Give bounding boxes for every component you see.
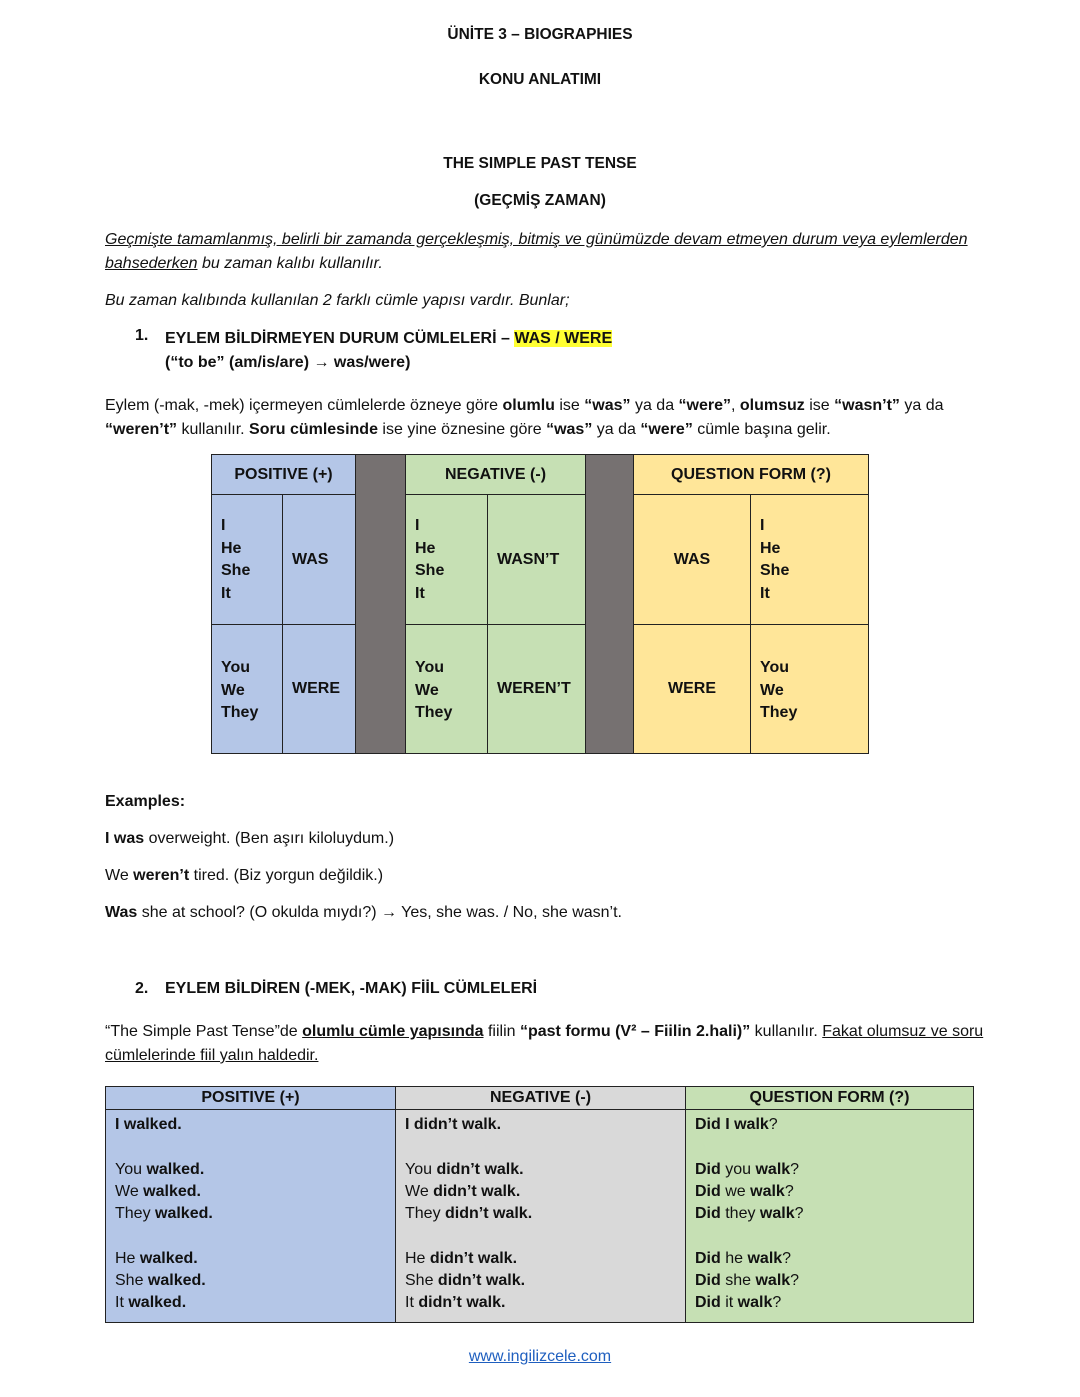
qmark: ?: [772, 1294, 782, 1312]
qmark: ?: [794, 1205, 804, 1223]
pronoun: It: [760, 584, 770, 602]
qmark: ?: [790, 1160, 800, 1178]
verb: walk: [737, 1294, 773, 1312]
subject: It: [115, 1294, 129, 1312]
subject: we: [720, 1182, 751, 1200]
examples-label: Examples:: [105, 793, 186, 810]
verb: didn’t walk.: [418, 1294, 506, 1312]
werent-cell: WEREN’T: [487, 624, 586, 754]
intro-underlined-text: Geçmişte tamamlanmış, belirli bir zamanda gerçekleşmiş, bitmiş ve günümüzde devam etmeyen durum veya eylemlerden bahsederken: [105, 231, 968, 272]
pronoun: He: [760, 539, 781, 557]
desc-text: kullanılır.: [750, 1023, 823, 1040]
were-question-cell: WERE: [633, 624, 751, 754]
intro-structures-text: Bu zaman kalıbında kullanılan 2 farklı cümle yapısı vardır. Bunlar;: [105, 292, 570, 309]
subject: You: [405, 1160, 437, 1178]
pronoun: I: [221, 517, 226, 534]
table-row: [405, 1270, 685, 1292]
verb: walk: [747, 1249, 783, 1267]
pronoun: You: [221, 659, 251, 676]
section1-title: EYLEM BİLDİRMEYEN DURUM CÜMLELERİ –: [165, 330, 515, 347]
desc-underlined: Fakat olumsuz ve soru cümlelerinde fiil yalın haldedir.: [105, 1023, 984, 1064]
table-row: [405, 1203, 685, 1225]
topic-subtitle: (GEÇMİŞ ZAMAN): [474, 192, 606, 209]
pronoun: She: [760, 562, 790, 579]
subject: We: [115, 1182, 144, 1200]
example-text: overweight. (Ben aşırı kiloluydum.): [144, 830, 395, 847]
section1-heading: [165, 327, 612, 375]
example-text: tired. (Biz yorgun değildik.): [189, 867, 384, 884]
subject: We: [405, 1182, 434, 1200]
verb: walk: [759, 1205, 795, 1223]
pronoun: We: [221, 681, 245, 699]
desc-text: ise yine öznesine göre: [377, 421, 547, 438]
table-row: I walked.: [115, 1116, 182, 1133]
did: Did I walk: [695, 1116, 769, 1133]
subject: he: [720, 1249, 748, 1267]
pronoun: They: [221, 704, 259, 721]
pronoun: They: [760, 704, 798, 721]
example-bold: weren’t: [133, 867, 190, 884]
subject: They: [115, 1205, 156, 1223]
did: Did: [695, 1160, 721, 1178]
plural-pronouns: [211, 624, 283, 754]
verb: walked.: [155, 1205, 213, 1223]
pronoun: We: [760, 681, 784, 699]
was-were-table: [211, 454, 869, 754]
singular-pronouns: [405, 494, 488, 625]
subject: they: [720, 1205, 760, 1223]
separator-column: [355, 454, 406, 754]
plural-pronouns: [750, 624, 869, 754]
desc-bold: “past formu (V² – Fiilin 2.hali)”: [519, 1023, 751, 1040]
desc-bold-underlined: olumlu cümle yapısında: [302, 1023, 484, 1040]
example-line: [105, 830, 394, 848]
intro-paragraph: [105, 228, 985, 276]
verb: walked.: [143, 1182, 201, 1200]
example-bold: I was: [105, 830, 145, 847]
negative-header: NEGATIVE (-): [405, 454, 586, 495]
pronoun: He: [415, 539, 436, 557]
desc-text: ya da: [630, 397, 679, 414]
verb: didn’t walk.: [436, 1160, 524, 1178]
pronoun: You: [415, 659, 445, 676]
table-row: [695, 1270, 973, 1292]
desc-text: ise: [804, 397, 835, 414]
desc-bold: “were”: [640, 421, 693, 438]
qmark: ?: [790, 1272, 800, 1290]
pronoun: You: [760, 659, 790, 676]
desc-text: ,: [731, 397, 740, 414]
desc-bold: “was”: [584, 397, 631, 414]
pronoun: She: [415, 562, 445, 579]
subject: she: [720, 1272, 756, 1290]
verb: didn’t walk.: [437, 1272, 526, 1290]
section2-title: EYLEM BİLDİREN (-MEK, -MAK) FİİL CÜMLELERİ: [165, 980, 538, 997]
verb: walked.: [139, 1249, 198, 1267]
pronoun: She: [221, 562, 251, 579]
verb: didn’t walk.: [445, 1205, 533, 1223]
desc-text: fiilin: [483, 1023, 520, 1040]
pronoun: It: [415, 584, 425, 602]
pronoun: We: [415, 681, 439, 699]
desc-text: “The Simple Past Tense”de: [105, 1023, 303, 1040]
table-row: [695, 1114, 973, 1136]
verb: walk: [750, 1182, 785, 1200]
section1-sub: (“to be” (am/is/are) → was/were): [165, 354, 411, 371]
qmark: ?: [784, 1182, 794, 1200]
negative-column: [395, 1109, 686, 1323]
example-line: [105, 904, 622, 922]
desc-text: ise: [554, 397, 585, 414]
example-line: [105, 867, 383, 885]
question-column: [685, 1109, 974, 1323]
unit-title: ÜNİTE 3 – BIOGRAPHIES: [447, 26, 633, 43]
verb: walked.: [128, 1294, 187, 1312]
desc-text: ya da: [592, 421, 641, 438]
section1-number: 1.: [135, 327, 149, 344]
desc-text: kullanılır.: [177, 421, 250, 438]
pronoun: I: [760, 517, 765, 534]
pronoun: He: [221, 539, 242, 557]
verb: walked.: [147, 1272, 206, 1290]
table-row: [695, 1203, 973, 1225]
table-row: [695, 1159, 973, 1181]
verb: walked.: [146, 1160, 205, 1178]
desc-text: Eylem (-mak, -mek) içermeyen cümlelerde özneye göre: [105, 397, 503, 414]
subject: It: [405, 1294, 419, 1312]
table-row: [115, 1270, 395, 1292]
subject: it: [720, 1294, 738, 1312]
table-row: [405, 1292, 685, 1314]
example-bold: Was: [105, 904, 138, 921]
wasnt-cell: WASN’T: [487, 494, 586, 625]
table-row: [695, 1248, 973, 1270]
was-question-cell: WAS: [633, 494, 751, 625]
table-row: [115, 1292, 395, 1314]
table-row: [115, 1203, 395, 1225]
table-row: [695, 1292, 973, 1314]
section2-description: [105, 1020, 985, 1068]
table-row: I didn’t walk.: [405, 1116, 502, 1133]
question-header: QUESTION FORM (?): [685, 1086, 974, 1110]
section1-description: [105, 394, 985, 442]
verb: didn’t walk.: [429, 1249, 518, 1267]
section1-highlight: WAS / WERE: [514, 330, 613, 347]
positive-header: POSITIVE (+): [105, 1086, 396, 1110]
desc-bold: “wasn’t”: [834, 397, 900, 414]
section2-number: 2.: [135, 980, 149, 997]
desc-bold: “weren’t”: [105, 421, 178, 438]
topic-title: THE SIMPLE PAST TENSE: [443, 155, 637, 172]
subject: She: [405, 1272, 438, 1290]
were-cell: WERE: [282, 624, 356, 754]
pronoun: It: [221, 584, 231, 602]
table-row: [405, 1248, 685, 1270]
desc-bold: “was”: [546, 421, 593, 438]
table-row: [115, 1181, 395, 1203]
website-link[interactable]: www.ingilizcele.com: [468, 1348, 612, 1365]
subject: you: [720, 1160, 756, 1178]
separator-column: [585, 454, 634, 754]
desc-bold: “were”: [678, 397, 731, 414]
verb: didn’t walk.: [433, 1182, 521, 1200]
verb: walk: [755, 1272, 791, 1290]
desc-bold: olumlu: [502, 397, 555, 414]
subject: She: [115, 1272, 148, 1290]
qmark: ?: [768, 1116, 778, 1133]
subject: He: [115, 1249, 140, 1267]
did: Did: [695, 1182, 721, 1200]
plural-pronouns: [405, 624, 488, 754]
positive-header: POSITIVE (+): [211, 454, 356, 495]
did: Did: [695, 1294, 721, 1312]
did: Did: [695, 1205, 721, 1223]
positive-column: [105, 1109, 396, 1323]
pronoun: I: [415, 517, 420, 534]
table-row: [115, 1248, 395, 1270]
table-row: [695, 1181, 973, 1203]
singular-pronouns: [211, 494, 283, 625]
desc-text: ya da: [899, 397, 944, 414]
subject: He: [405, 1249, 430, 1267]
table-row: [405, 1181, 685, 1203]
footer: [0, 1348, 1080, 1366]
example-text: she at school? (O okulda mıydı?) → Yes, she was. / No, she wasn’t.: [137, 904, 622, 921]
subject: You: [115, 1160, 147, 1178]
table-row: [405, 1159, 685, 1181]
desc-text: cümle başına gelir.: [692, 421, 831, 438]
intro-rest-text: bu zaman kalıbı kullanılır.: [197, 255, 383, 272]
did: Did: [695, 1249, 721, 1267]
verb-table: [105, 1086, 974, 1323]
singular-pronouns: [750, 494, 869, 625]
was-cell: WAS: [282, 494, 356, 625]
negative-header: NEGATIVE (-): [395, 1086, 686, 1110]
verb: walk: [755, 1160, 791, 1178]
question-header: QUESTION FORM (?): [633, 454, 869, 495]
pronoun: They: [415, 704, 453, 721]
desc-bold: Soru cümlesinde: [249, 421, 378, 438]
did: Did: [695, 1272, 721, 1290]
subject: They: [405, 1205, 446, 1223]
table-row: [115, 1159, 395, 1181]
subtitle: KONU ANLATIMI: [478, 71, 602, 88]
qmark: ?: [782, 1249, 792, 1267]
example-text: We: [105, 867, 134, 884]
desc-bold: olumsuz: [739, 397, 805, 414]
